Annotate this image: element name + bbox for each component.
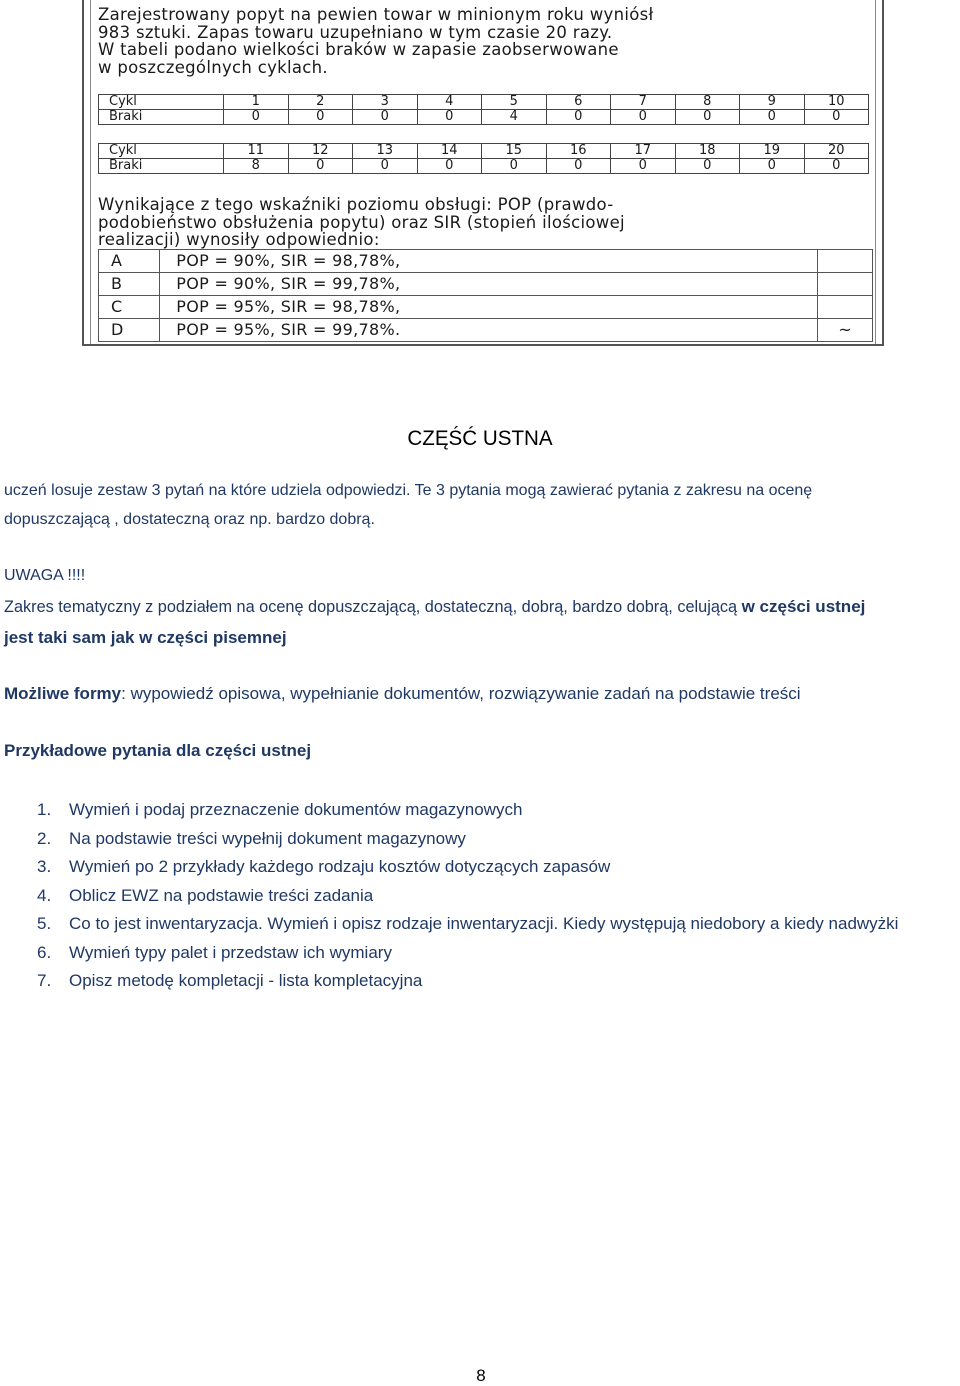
table-cell: 0 <box>482 159 547 174</box>
section-title: CZĘŚĆ USTNA <box>407 427 553 450</box>
table-cell: 13 <box>353 144 418 159</box>
table-cell: 8 <box>675 95 740 110</box>
table-cell: 6 <box>546 95 611 110</box>
scope-line-2: jest taki sam jak w części pisemnej <box>4 628 287 647</box>
answer-options-table <box>98 249 873 342</box>
list-number: 6. <box>37 942 52 962</box>
list-text: Co to jest inwentaryzacja. Wymień i opisz rodzaje inwentaryzacji. Kiedy występują niedobory a kiedy nadwyżki <box>69 914 899 933</box>
table-cell: 7 <box>611 95 676 110</box>
answer-mark <box>817 296 872 319</box>
table-cell: Cykl <box>99 95 224 110</box>
examples-heading: Przykładowe pytania dla części ustnej <box>4 741 312 760</box>
scanned-exam-task <box>82 0 884 346</box>
answer-option <box>99 296 873 319</box>
list-number: 2. <box>37 828 52 848</box>
table-cell: 0 <box>675 110 740 125</box>
intro-line: uczeń losuje zestaw 3 pytań na które udziela odpowiedzi. Te 3 pytania mogą zawierać pytania z zakresu na ocenę <box>4 482 813 499</box>
shortage-table-1 <box>98 94 869 125</box>
task-intro-line: w poszczególnych cyklach. <box>98 57 328 77</box>
scope-line <box>4 597 865 617</box>
list-item <box>37 796 919 825</box>
table-row <box>99 110 869 125</box>
table-cell: 9 <box>740 95 805 110</box>
list-text: Oblicz EWZ na podstawie treści zadania <box>69 885 374 905</box>
table-cell: 0 <box>546 159 611 174</box>
list-item <box>37 853 919 882</box>
table-row <box>99 144 869 159</box>
table-cell: 15 <box>482 144 547 159</box>
answer-text: POP = 90%, SIR = 98,78%, <box>160 250 818 273</box>
table-cell: 0 <box>740 110 805 125</box>
table-cell: 20 <box>804 144 869 159</box>
table-cell: 18 <box>675 144 740 159</box>
table-cell: 1 <box>224 95 289 110</box>
table-row <box>99 159 869 174</box>
list-number: 1. <box>37 800 52 819</box>
forms-label: Możliwe formy <box>4 684 122 703</box>
page-number: 8 <box>476 1366 486 1385</box>
table-cell: 11 <box>224 144 289 159</box>
table-cell: 0 <box>417 110 482 125</box>
answer-letter: A <box>99 250 160 273</box>
answer-text: POP = 90%, SIR = 99,78%, <box>160 273 818 296</box>
table-cell: 10 <box>804 95 869 110</box>
table-cell: 0 <box>804 110 869 125</box>
table-cell: 16 <box>546 144 611 159</box>
table-cell: 0 <box>417 159 482 174</box>
table-cell: 0 <box>740 159 805 174</box>
scope-emphasis: w części ustnej <box>741 597 866 616</box>
scope-text: Zakres tematyczny z podziałem na ocenę dopuszczającą, dostateczną, dobrą, bardzo dobrą, celującą <box>4 598 742 616</box>
list-text: Wymień i podaj przeznaczenie dokumentów magazynowych <box>69 800 523 819</box>
table-cell: 0 <box>611 159 676 174</box>
task-intro-line: W tabeli podano wielkości braków w zapasie zaobserwowane <box>98 40 619 59</box>
table-cell: 17 <box>611 144 676 159</box>
table-cell: 4 <box>417 95 482 110</box>
list-item <box>37 939 919 968</box>
table-cell: 0 <box>288 110 353 125</box>
task-question-line: realizacji) wynosiły odpowiednio: <box>98 230 380 249</box>
table-cell: 0 <box>353 159 418 174</box>
list-text: Wymień po 2 przykłady każdego rodzaju kosztów dotyczących zapasów <box>69 857 611 876</box>
answer-mark <box>817 273 872 296</box>
shortage-table-2 <box>98 143 869 174</box>
answer-mark <box>817 250 872 273</box>
table-cell: 12 <box>288 144 353 159</box>
answer-option <box>99 250 873 273</box>
answer-letter: C <box>99 296 160 319</box>
list-item <box>37 882 919 911</box>
table-cell: 2 <box>288 95 353 110</box>
task-question-line: Wynikające z tego wskaźniki poziomu obsługi: POP (prawdo- <box>98 195 614 214</box>
list-text: Na podstawie treści wypełnij dokument magazynowy <box>69 828 466 848</box>
answer-text: POP = 95%, SIR = 99,78%. <box>160 319 818 342</box>
list-item <box>37 967 919 996</box>
task-intro-line: Zarejestrowany popyt na pewien towar w minionym roku wyniósł <box>98 5 654 24</box>
table-cell: 19 <box>740 144 805 159</box>
table-cell: 8 <box>224 159 289 174</box>
questions-list <box>37 796 919 996</box>
answer-letter: B <box>99 273 160 296</box>
table-cell: 14 <box>417 144 482 159</box>
table-cell: 0 <box>546 110 611 125</box>
task-intro-line: 983 sztuki. Zapas towaru uzupełniano w tym czasie 20 razy. <box>98 22 613 42</box>
table-cell: 0 <box>224 110 289 125</box>
intro-line: dopuszczającą , dostateczną oraz np. bardzo dobrą. <box>4 511 375 528</box>
answer-letter: D <box>99 319 160 342</box>
table-cell: 0 <box>804 159 869 174</box>
task-question-line: podobieństwo obsłużenia popytu) oraz SIR (stopień ilościowej <box>98 212 625 232</box>
list-number: 4. <box>37 885 52 905</box>
table-cell: 4 <box>482 110 547 125</box>
table-cell: 0 <box>675 159 740 174</box>
answer-text: POP = 95%, SIR = 98,78%, <box>160 296 818 319</box>
list-item <box>37 825 919 854</box>
table-cell: Braki <box>99 159 224 174</box>
answer-option <box>99 319 873 342</box>
list-text: Wymień typy palet i przedstaw ich wymiary <box>69 942 392 962</box>
table-cell: 5 <box>482 95 547 110</box>
table-cell: Braki <box>99 110 224 125</box>
task-intro <box>98 6 878 76</box>
table-cell: 0 <box>611 110 676 125</box>
forms-line <box>4 684 801 704</box>
list-number: 7. <box>37 971 52 990</box>
answer-mark: ~ <box>817 319 872 342</box>
list-number: 5. <box>37 914 52 933</box>
forms-text: : wypowiedź opisowa, wypełnianie dokumentów, rozwiązywanie zadań na podstawie treści <box>121 684 801 703</box>
list-number: 3. <box>37 857 52 876</box>
table-cell: Cykl <box>99 144 224 159</box>
table-cell: 0 <box>353 110 418 125</box>
answer-option <box>99 273 873 296</box>
table-cell: 3 <box>353 95 418 110</box>
task-question <box>98 196 625 249</box>
warning-text: UWAGA !!!! <box>4 567 86 584</box>
table-cell: 0 <box>288 159 353 174</box>
list-item <box>37 910 919 939</box>
table-row <box>99 95 869 110</box>
list-text: Opisz metodę kompletacji - lista kompletacyjna <box>69 971 423 990</box>
